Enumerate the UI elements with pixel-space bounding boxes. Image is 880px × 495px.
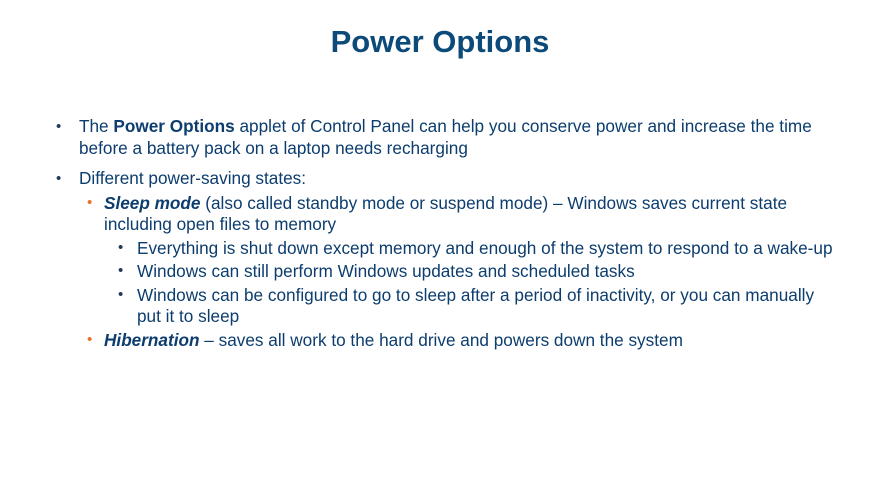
sub-bullet-list	[79, 193, 836, 352]
sub-bullet-sleep-mode	[79, 193, 836, 328]
sub-sub-bullet	[104, 261, 836, 283]
slide-content	[56, 116, 836, 360]
sub-bullet-hibernation	[79, 330, 836, 352]
sub-sub-bullet	[104, 238, 836, 260]
orange-bullet-icon: •	[87, 193, 93, 211]
slide-title: Power Options	[330, 24, 550, 59]
bullet-icon: •	[118, 285, 124, 303]
bullet-power-saving-states	[56, 168, 836, 351]
sub-sub-bullet-list	[104, 238, 836, 328]
bullet-text: applet of Control Panel can help you conserve power and increase the time before a battery pack on a laptop needs recharging	[79, 116, 812, 158]
term-sleep-mode: Sleep mode	[104, 192, 201, 213]
bullet-term-power-options: Power Options	[113, 116, 235, 136]
bullet-icon: •	[118, 238, 124, 256]
sub-sub-bullet-text: Everything is shut down except memory and enough of the system to respond to a wake-up	[137, 237, 833, 258]
bullet-list	[56, 116, 836, 351]
sub-bullet-text: – saves all work to the hard drive and powers down the system	[199, 329, 683, 350]
bullet-prefix: The	[79, 116, 114, 136]
sub-sub-bullet-text: Windows can still perform Windows updates and scheduled tasks	[137, 261, 635, 281]
sub-sub-bullet-text: Windows can be configured to go to sleep after a period of inactivity, or you can manually put it to sleep	[137, 284, 815, 326]
bullet-icon: •	[56, 118, 62, 135]
sub-bullet-text: (also called standby mode or suspend mode) – Windows saves current state including open files to memory	[104, 192, 788, 234]
bullet-icon: •	[118, 262, 124, 279]
bullet-power-options	[56, 116, 836, 159]
orange-bullet-icon: •	[87, 330, 93, 348]
sub-sub-bullet	[104, 285, 836, 328]
term-hibernation: Hibernation	[104, 329, 200, 350]
bullet-text: Different power-saving states:	[79, 168, 307, 188]
bullet-icon: •	[56, 170, 62, 187]
